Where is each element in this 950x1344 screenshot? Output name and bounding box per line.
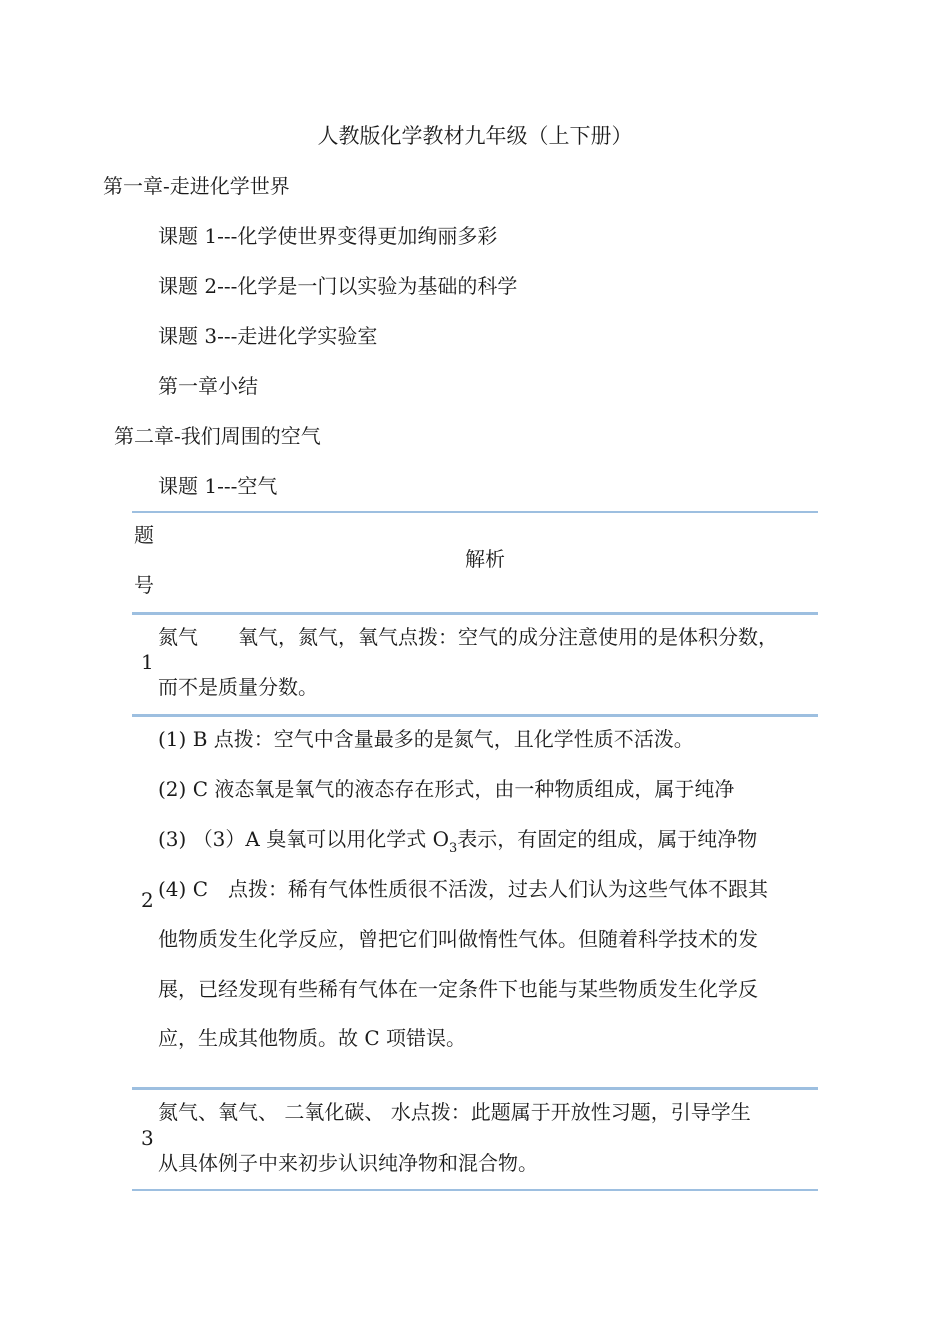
header-rule <box>132 612 818 615</box>
row-analysis-line <box>158 829 818 855</box>
row-analysis-line: 从具体例子中来初步认识纯净物和混合物。 <box>158 1151 538 1175</box>
chapter-1-lesson-2: 课题 2---化学是一门以实验为基础的科学 <box>158 274 518 298</box>
row-number: 2 <box>141 888 154 912</box>
chapter-2-heading: 第二章-我们周围的空气 <box>114 424 321 448</box>
row-analysis-line: (4) C 点拨：稀有气体性质很不活泼，过去人们认为这些气体不跟其 <box>158 877 768 901</box>
row-analysis-line: (2) C 液态氧是氧气的液态存在形式，由一种物质组成，属于纯净 <box>158 777 735 801</box>
chapter-1-heading: 第一章-走进化学世界 <box>103 174 290 198</box>
chapter-1-summary: 第一章小结 <box>158 374 258 398</box>
header-number-label-bottom: 号 <box>134 573 154 597</box>
row-analysis-line: 展，已经发现有些稀有气体在一定条件下也能与某些物质发生化学反 <box>158 977 758 1001</box>
table-bottom-rule <box>132 1189 818 1191</box>
formula-prefix: (3) （3）A 臭氧可以用化学式 O <box>158 827 449 851</box>
row-analysis-line: 应，生成其他物质。故 C 项错误。 <box>158 1026 467 1050</box>
formula-subscript: 3 <box>448 841 458 856</box>
row-number: 1 <box>141 650 154 674</box>
row-analysis-line: 氮气、氧气、 二氧化碳、 水点拨：此题属于开放性习题，引导学生 <box>158 1100 751 1124</box>
chapter-2-lesson-1: 课题 1---空气 <box>158 474 278 498</box>
document-title: 人教版化学教材九年级（上下册） <box>317 124 633 148</box>
row-analysis-line: (1) B 点拨：空气中含量最多的是氮气，且化学性质不活泼。 <box>158 727 694 751</box>
header-number-label-top: 题 <box>134 523 154 547</box>
row-analysis-line: 氮气 氧气，氮气，氧气点拨：空气的成分注意使用的是体积分数， <box>158 625 778 649</box>
row-rule <box>132 1087 818 1090</box>
row-rule <box>132 714 818 717</box>
header-analysis-label: 解析 <box>465 547 505 571</box>
chapter-1-lesson-3: 课题 3---走进化学实验室 <box>158 324 378 348</box>
row-analysis-line: 而不是质量分数。 <box>158 675 318 699</box>
chapter-1-lesson-1: 课题 1---化学使世界变得更加绚丽多彩 <box>158 224 498 248</box>
formula-suffix: 表示，有固定的组成，属于纯净物 <box>457 827 758 851</box>
row-analysis-line: 他物质发生化学反应，曾把它们叫做惰性气体。但随着科学技术的发 <box>158 927 758 951</box>
row-number: 3 <box>141 1126 154 1150</box>
table-top-rule <box>132 511 818 513</box>
